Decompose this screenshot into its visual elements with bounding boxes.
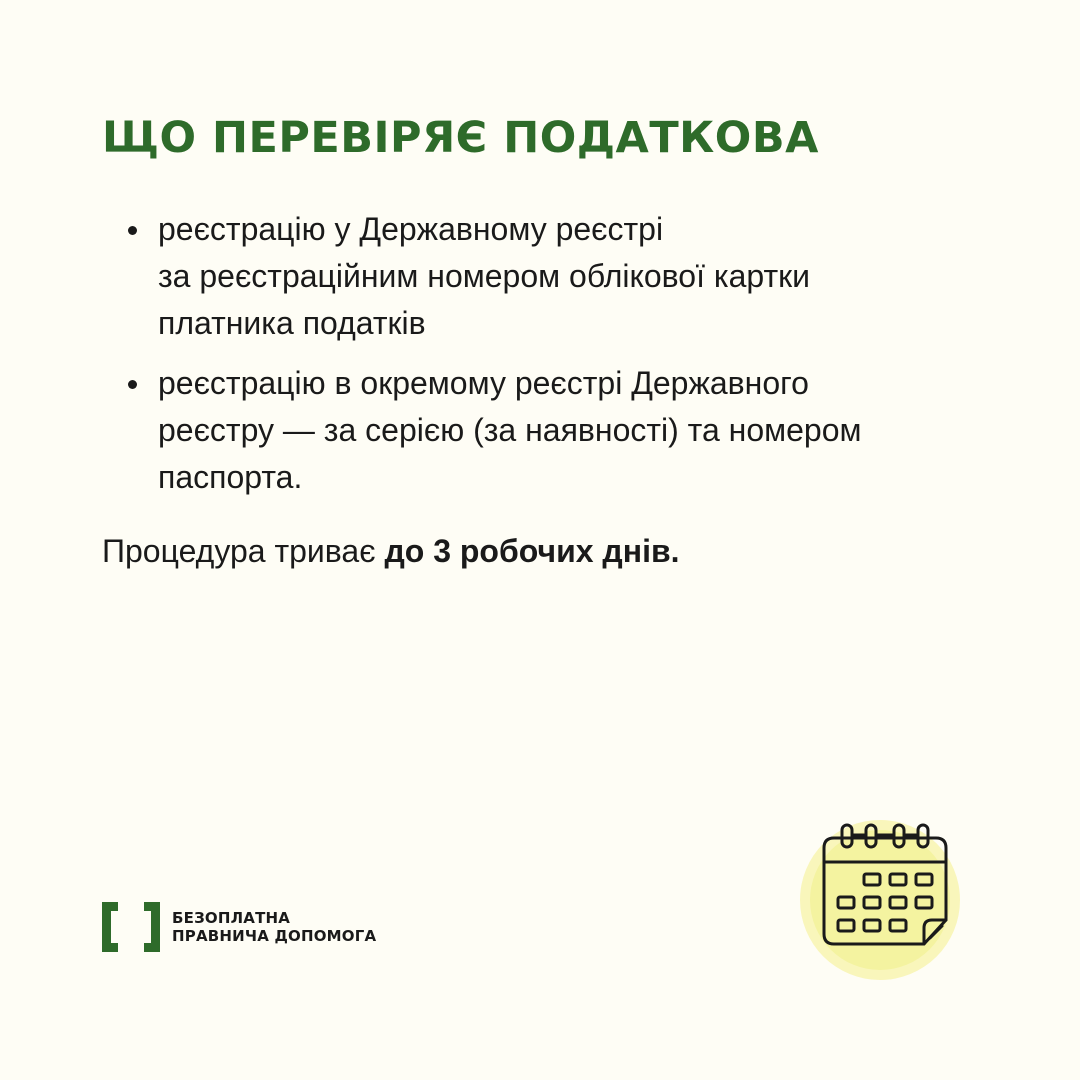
- list-item-line: реєстрацію у Державному реєстрі: [158, 211, 664, 247]
- procedure-duration: [102, 528, 680, 575]
- organization-logo: [102, 902, 376, 952]
- list-item-line: реєстрацію в окремому реєстрі Державного: [158, 365, 809, 401]
- procedure-text: Процедура триває: [102, 533, 385, 569]
- list-item-line: паспорта.: [158, 459, 303, 495]
- logo-text: [172, 909, 376, 945]
- bracket-logo-icon: [102, 902, 160, 952]
- check-list: [158, 206, 1018, 514]
- list-item-line: платника податків: [158, 305, 426, 341]
- list-item-line: реєстру — за серією (за наявності) та номером: [158, 412, 862, 448]
- logo-line-2: ПРАВНИЧА ДОПОМОГА: [172, 927, 377, 945]
- list-item-line: за реєстраційним номером облікової картки: [158, 258, 810, 294]
- calendar-icon: [788, 808, 968, 983]
- logo-line-1: БЕЗОПЛАТНА: [172, 909, 291, 927]
- list-item: [158, 206, 1018, 347]
- procedure-duration-bold: до 3 робочих днів.: [384, 533, 680, 569]
- list-item: [158, 360, 1018, 501]
- page-title: ЩО ПЕРЕВІРЯЄ ПОДАТКОВА: [102, 113, 819, 163]
